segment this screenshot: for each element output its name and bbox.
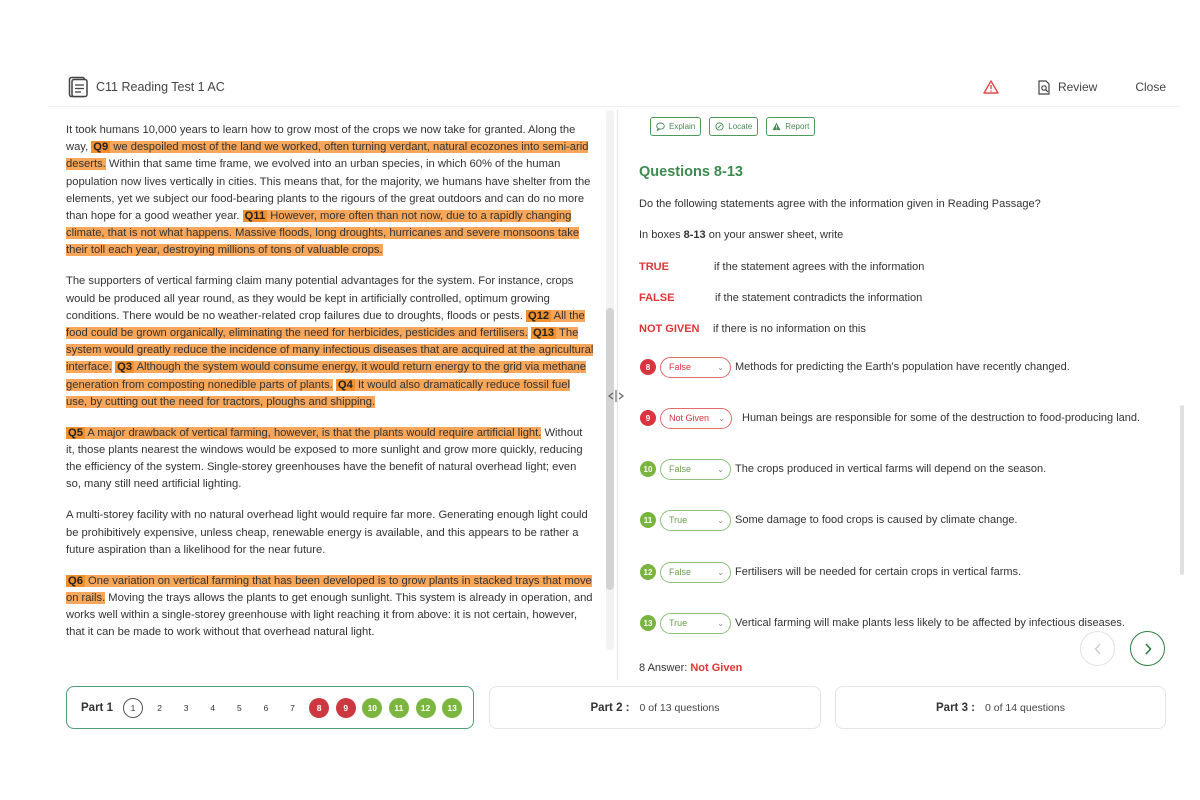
question-row-10 (640, 458, 1046, 480)
question-tag-q3[interactable]: Q3 (117, 361, 133, 374)
question-text: The crops produced in vertical farms will depend on the season. (735, 463, 1047, 475)
answer-select-11[interactable] (660, 510, 731, 531)
question-number-badge: 11 (640, 512, 656, 528)
question-button-10[interactable]: 10 (362, 698, 382, 718)
warning-small-icon (772, 122, 781, 131)
answer-label: 8 Answer: (639, 662, 691, 674)
question-number-badge: 9 (640, 410, 656, 426)
question-button-4[interactable]: 4 (210, 702, 216, 713)
instruction-text: Do the following statements agree with the information given in Reading Passage? (639, 198, 1041, 210)
part-3-count: 0 of 14 questions (985, 701, 1065, 714)
legend-true (639, 261, 924, 273)
next-button[interactable] (1130, 631, 1165, 666)
chevron-down-icon: ⌄ (717, 515, 724, 525)
locate-label: Locate (728, 122, 753, 131)
chevron-down-icon: ⌄ (717, 362, 724, 372)
legend-term: NOT GIVEN (639, 323, 700, 335)
selected-answer: False (669, 567, 692, 577)
chevron-down-icon: ⌄ (717, 464, 724, 474)
question-tag-q4[interactable]: Q4 (337, 378, 353, 391)
chevron-down-icon: ⌄ (718, 413, 725, 423)
question-button-13[interactable]: 13 (442, 698, 462, 718)
question-button-8[interactable]: 8 (309, 698, 329, 718)
question-number-badge: 12 (640, 564, 656, 580)
question-button-7[interactable]: 7 (290, 702, 295, 713)
selected-answer: Not Given (669, 413, 710, 423)
legend-desc: if the statement agrees with the information (714, 261, 925, 273)
explain-button[interactable] (650, 117, 701, 136)
part-2-label: Part 2 : (590, 701, 630, 714)
question-tag-q6[interactable]: Q6 (68, 574, 83, 587)
chat-bubble-icon (656, 122, 665, 131)
highlight-q4[interactable]: It would also dramatically reduce fossil fuel use, by cutting out the need for tractors, ploughs and shipping. (66, 378, 570, 408)
highlight-q13[interactable]: The system would greatly reduce the incidence of many infectious diseases that are acquired at the agricultural interface. (66, 327, 594, 374)
explain-label: Explain (669, 122, 696, 131)
chevron-down-icon: ⌄ (717, 567, 724, 577)
instruction-range: 8-13 (683, 229, 706, 241)
question-row-12 (640, 561, 1021, 583)
question-row-11 (640, 509, 1018, 531)
top-header (48, 68, 1180, 106)
part-3-navigator[interactable] (835, 686, 1166, 729)
part-1-question-buttons (117, 698, 462, 718)
locate-icon (715, 122, 724, 131)
part-2-count: 0 of 13 questions (639, 701, 720, 714)
brand (48, 76, 225, 98)
passage-text: The supporters of vertical farming claim many potential advantages for the system. For instance, crops would be produced all year round, as they would be kept in artificially controlled, optimum growing conditions. There would be no weather-related crop failures due to droughts, floods or pests. (66, 275, 574, 322)
question-button-12[interactable]: 12 (416, 698, 436, 718)
legend-false (639, 292, 922, 304)
question-tag-q12[interactable]: Q12 (528, 309, 550, 322)
question-button-6[interactable]: 6 (263, 702, 269, 713)
passage-paragraph-4: A multi-storey facility with no natural overhead light would require far more. Generating enough light could be prohibitively expensive, unless cheap, renewable energy is available, and this appears to be rather a future aspiration than a likelihood for the near future. (66, 509, 588, 556)
answer-select-8[interactable] (660, 357, 731, 378)
selected-answer: False (669, 464, 692, 474)
chevron-right-icon (1143, 642, 1153, 656)
question-tag-q5[interactable]: Q5 (68, 426, 83, 439)
question-tools (650, 117, 815, 136)
question-button-11[interactable]: 11 (389, 698, 409, 718)
question-text: Some damage to food crops is caused by climate change. (735, 514, 1018, 526)
part-2-navigator[interactable] (489, 686, 821, 729)
review-icon (1037, 80, 1051, 95)
review-button[interactable] (1025, 71, 1109, 103)
passage-text: It took humans 10,000 years to learn how to grow most of the crops we now take for granted. Along the way, (66, 124, 576, 154)
instruction-boxes (639, 229, 843, 241)
passage-text: Moving the trays allows the plants to get enough sunlight. This system is already in operation, and works well within a single-storey greenhouse with light reaching it from above: it is not certain, however, that it can be made to work without that overhead natural light. (66, 592, 593, 639)
part-1-label[interactable]: Part 1 (81, 701, 113, 714)
question-row-9 (640, 407, 1140, 429)
highlight-q12[interactable]: All the food could be grown organically, eliminating the need for herbicides, pesticides and fertilisers. (66, 309, 585, 340)
question-button-2[interactable]: 2 (157, 702, 162, 713)
passage-paragraph-2 (66, 273, 594, 411)
question-tag-q11[interactable]: Q11 (244, 210, 266, 223)
selected-answer: True (669, 618, 688, 628)
question-button-5[interactable]: 5 (236, 702, 242, 713)
answer-select-13[interactable] (660, 613, 731, 634)
resize-handle-icon[interactable] (606, 388, 626, 404)
review-label: Review (1057, 80, 1098, 94)
legend-term: TRUE (639, 261, 669, 273)
passage-text: Without it, those plants nearest the windows would be exposed to more sunlight and grow more quickly, reducing the efficiency of the system. Single-storey greenhouses have the benefit of natural overhead light; even so, many still need artificial lighting. (66, 426, 583, 491)
answer-select-9[interactable] (660, 408, 732, 429)
question-number-badge: 13 (640, 615, 656, 631)
report-label: Report (785, 122, 810, 131)
questions-heading: Questions 8-13 (639, 164, 743, 180)
close-button[interactable]: Close (1123, 71, 1178, 103)
previous-button[interactable] (1080, 631, 1115, 666)
document-icon (68, 76, 88, 98)
chevron-down-icon: ⌄ (717, 618, 724, 628)
questions-scrollbar[interactable] (1180, 405, 1184, 575)
answer-select-12[interactable] (660, 562, 731, 583)
question-tag-q13[interactable]: Q13 (532, 327, 555, 340)
question-row-8 (640, 356, 1070, 378)
question-button-1[interactable]: 1 (123, 698, 143, 718)
selected-answer: False (669, 362, 692, 372)
highlight-q6[interactable]: One variation on vertical farming that has been developed is to grow plants in stacked trays that move on rails. (66, 574, 592, 605)
report-warning-button[interactable] (971, 71, 1011, 103)
legend-not-given (639, 323, 866, 335)
reading-passage (66, 122, 594, 655)
instruction-part: on your answer sheet, write (705, 229, 844, 241)
legend-term: FALSE (639, 292, 675, 304)
question-text: Human beings are responsible for some of the destruction to food-producing land. (742, 412, 1141, 424)
answer-explanation (639, 662, 742, 674)
answer-select-10[interactable] (660, 459, 731, 480)
passage-text: Within that same time frame, we evolved into an urban species, in which 60% of the human population now lives vertically in cities. This means that, for the majority, we humans have shelter from the elements, yet we subject our food-bearing plants to the rigours of the great outdoors and can do no more than hope for a good weather year. (66, 158, 591, 223)
highlight-q3[interactable]: Although the system would consume energy, it would return energy to the grid via methane generation from composting nonedible parts of plants. (66, 361, 586, 391)
question-button-9[interactable]: 9 (336, 698, 356, 718)
locate-button[interactable] (709, 117, 758, 136)
question-number-badge: 8 (640, 359, 656, 375)
part-3-label: Part 3 : (936, 701, 975, 714)
question-text: Fertilisers will be needed for certain crops in vertical farms. (735, 566, 1022, 578)
question-number-badge: 10 (640, 461, 656, 477)
passage-paragraph-3 (66, 425, 594, 494)
question-text: Methods for predicting the Earth's population have recently changed. (735, 361, 1070, 373)
answer-value: Not Given (690, 662, 743, 674)
test-title: C11 Reading Test 1 AC (96, 80, 225, 94)
question-row-13 (640, 612, 1125, 634)
question-button-3[interactable]: 3 (183, 702, 189, 713)
passage-paragraph-1 (66, 122, 594, 260)
warning-icon (983, 80, 999, 94)
question-text: Vertical farming will make plants less likely to be affected by infectious diseases. (735, 617, 1125, 629)
legend-desc: if there is no information on this (713, 323, 866, 335)
report-button[interactable] (766, 117, 815, 136)
legend-desc: if the statement contradicts the information (715, 292, 923, 304)
part-1-navigator (66, 686, 474, 729)
highlight-q9[interactable]: we despoiled most of the land we worked, often turning verdant, natural ecozones into semi-arid deserts. (66, 141, 589, 171)
question-tag-q9[interactable]: Q9 (93, 141, 109, 154)
chevron-left-icon (1093, 642, 1103, 656)
highlight-q11[interactable]: However, more often than not now, due to a rapidly changing climate, that is not what happens. Massive floods, long droughts, hurricanes and severe monsoons take their toll each year, destroying millions of tons of valuable crops. (66, 210, 580, 257)
header-divider (48, 106, 1180, 107)
passage-paragraph-5 (66, 573, 594, 642)
header-actions (971, 71, 1180, 103)
passage-scrollbar-thumb[interactable] (606, 308, 614, 590)
selected-answer: True (669, 515, 688, 525)
highlight-q5[interactable]: A major drawback of vertical farming, however, is that the plants would require artificial light. (84, 426, 542, 439)
instruction-part: In boxes (639, 229, 684, 241)
